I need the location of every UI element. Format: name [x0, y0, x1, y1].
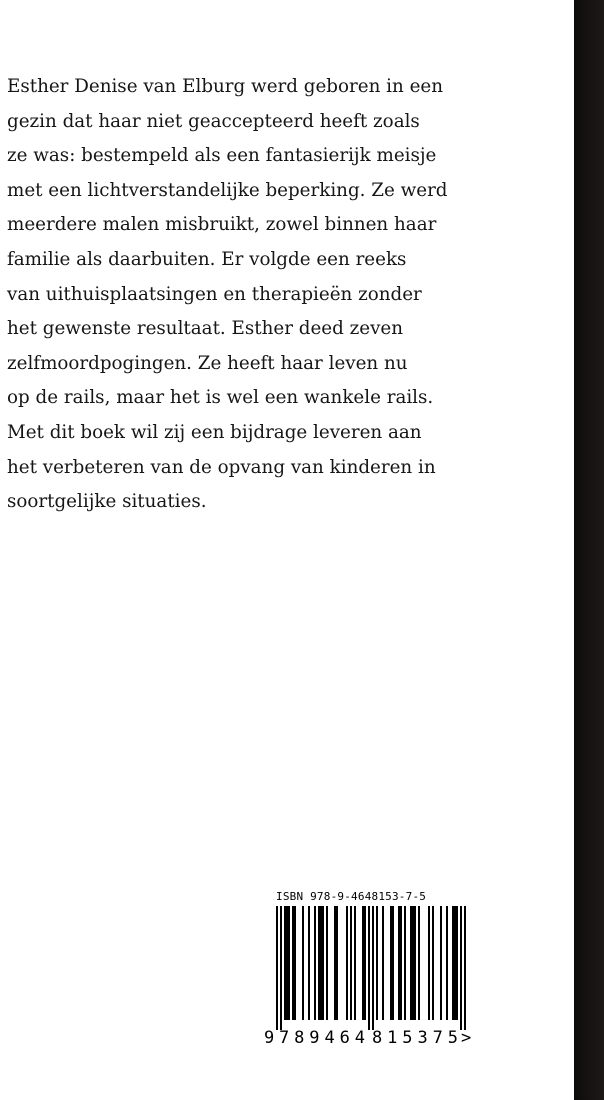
barcode-bar [284, 906, 286, 1020]
barcode-first-digit: 9 [264, 1028, 275, 1046]
blurb-line: meerdere malen misbruikt, zowel binnen haar [7, 214, 437, 236]
barcode-bar [432, 906, 434, 1020]
barcode-bar [354, 906, 356, 1020]
blurb-line: Esther Denise van Elburg werd geboren in een [7, 76, 443, 97]
barcode-bar [334, 906, 336, 1020]
barcode-bar [346, 906, 348, 1020]
blurb-line: het verbeteren van de opvang van kinderen in [7, 456, 436, 478]
barcode-bar [294, 906, 296, 1020]
barcode-bar [460, 906, 462, 1030]
barcode-bar [456, 906, 458, 1020]
barcode-bar [276, 906, 278, 1030]
book-spine-edge [574, 0, 604, 1100]
barcode-bar [398, 906, 400, 1020]
barcode-right-digits: 815375 [372, 1028, 458, 1046]
barcode-bar [318, 906, 320, 1020]
blurb-line: gezin dat haar niet geaccepteerd heeft zoals [7, 110, 420, 132]
barcode-bar [428, 906, 430, 1020]
barcode-bar [286, 906, 288, 1020]
barcode-bar [322, 906, 324, 1020]
isbn-label: ISBN 978-9-4648153-7-5 [276, 890, 427, 903]
barcode-bar [400, 906, 402, 1020]
barcode-bar [302, 906, 304, 1020]
barcode-bar [464, 906, 466, 1030]
barcode-bar [412, 906, 414, 1020]
barcode-bar [390, 906, 392, 1020]
blurb-line: op de rails, maar het is wel een wankele rails. [7, 387, 434, 409]
barcode-bar [418, 906, 420, 1020]
ean-barcode [262, 906, 474, 1046]
barcode-left-digits: 789464 [279, 1028, 365, 1046]
barcode-bar [362, 906, 364, 1020]
barcode-bar [372, 906, 374, 1030]
barcode-bar [410, 906, 412, 1020]
blurb-text [7, 70, 477, 520]
barcode-bar [440, 906, 442, 1020]
barcode-bar [376, 906, 378, 1020]
barcode-bar [452, 906, 454, 1020]
barcode-bar [454, 906, 456, 1020]
blurb-line: ze was: bestempeld als een fantasierijk meisje [7, 145, 437, 167]
barcode-bar [280, 906, 282, 1030]
barcode-bar [288, 906, 290, 1020]
blurb-line: soortgelijke situaties. [7, 491, 207, 513]
barcode-bar [320, 906, 322, 1020]
barcode-bar [308, 906, 310, 1020]
barcode-bar [326, 906, 328, 1020]
barcode-quiet-marker: > [461, 1028, 472, 1046]
blurb-line: zelfmoordpogingen. Ze heeft haar leven nu [7, 352, 408, 374]
barcode-bar [392, 906, 394, 1020]
blurb-line: van uithuisplaatsingen en therapieën zonder [7, 283, 422, 305]
barcode-bar [382, 906, 384, 1020]
barcode-bar [364, 906, 366, 1020]
barcode-bar [414, 906, 416, 1020]
blurb-line: met een lichtverstandelijke beperking. Ze werd [7, 179, 448, 201]
barcode-bar [336, 906, 338, 1020]
barcode-bar [368, 906, 370, 1030]
barcode-bar [292, 906, 294, 1020]
barcode-bar [446, 906, 448, 1020]
blurb-line: Met dit boek wil zij een bijdrage leveren aan [7, 421, 422, 443]
barcode-bar [314, 906, 316, 1020]
blurb-line: het gewenste resultaat. Esther deed zeven [7, 318, 403, 340]
barcode-bar [350, 906, 352, 1020]
blurb-line: familie als daarbuiten. Er volgde een reeks [7, 248, 407, 270]
barcode-bar [404, 906, 406, 1020]
